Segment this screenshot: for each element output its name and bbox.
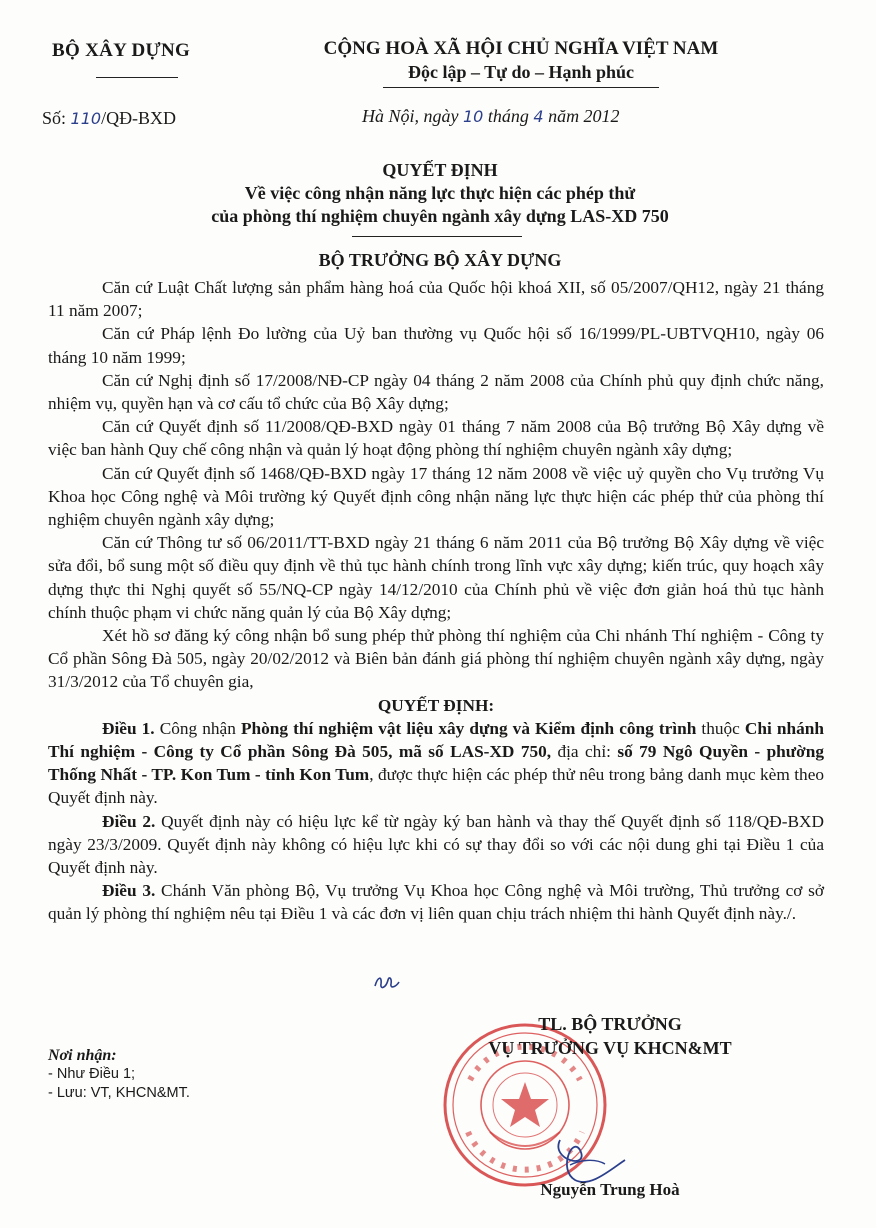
ministry-name: BỘ XÂY DỰNG xyxy=(52,40,191,61)
national-motto: Độc lập – Tự do – Hạnh phúc xyxy=(407,62,635,82)
ministry-underline xyxy=(96,77,178,78)
document-number: Số: 110/QĐ-BXD xyxy=(42,108,177,128)
signatory-name: Nguyễn Trung Hoà xyxy=(540,1180,680,1199)
recipient-item: - Lưu: VT, KHCN&MT. xyxy=(48,1085,190,1101)
preamble-item: Căn cứ Thông tư số 06/2011/TT-BXD ngày 21 tháng 6 năm 2011 của Bộ trưởng Bộ Xây dựng về việc sửa đổi, bổ sung một số điều quy định về thủ tục hành chính trong lĩnh vực xây dựng; kiến trúc, quy hoạch xây dựng thực thi Nghị quyết số 55/NQ-CP ngày 14/12/2010 của Chính phủ về việc đơn giản hoá thủ tục hành chính thuộc phạm vi chức năng quản lý của Bộ Xây dựng; xyxy=(48,533,824,622)
preamble-item: Căn cứ Nghị định số 17/2008/NĐ-CP ngày 04 tháng 2 năm 2008 của Chính phủ quy định chức năng, nhiệm vụ, quyền hạn và cơ cấu tổ chức của Bộ Xây dựng; xyxy=(48,370,824,414)
preamble-item: Xét hồ sơ đăng ký công nhận bổ sung phép thử phòng thí nghiệm của Chi nhánh Thí nghiệm - Công ty Cổ phần Sông Đà 505, ngày 20/02/2012 và Biên bản đánh giá phòng thí nghiệm chuyên ngành xây dựng, ngày 31/3/2012 của Tổ chuyên gia, xyxy=(48,626,824,692)
decision-title: QUYẾT ĐỊNH xyxy=(382,160,498,180)
handwritten-month: 4 xyxy=(533,107,544,126)
signature-title-line-2: VỤ TRƯỞNG VỤ KHCN&MT xyxy=(488,1038,732,1058)
recipients-block xyxy=(48,1046,190,1103)
title-underline xyxy=(352,236,522,237)
handwritten-initials xyxy=(372,970,402,994)
motto-underline xyxy=(383,87,659,88)
place-date: Hà Nội, ngày 10 tháng 4 năm 2012 xyxy=(362,106,620,126)
national-title: CỘNG HOÀ XÃ HỘI CHỦ NGHĨA VIỆT NAM xyxy=(323,38,719,59)
article-3: Điều 3. Chánh Văn phòng Bộ, Vụ trưởng Vụ Khoa học Công nghệ và Môi trường, Thủ trưởng cơ sở quản lý phòng thí nghiệm nêu tại Điều 1 và các đơn vị liên quan chịu trách nhiệm thi hành Quyết định này./. xyxy=(48,881,825,924)
preamble-item: Căn cứ Quyết định số 11/2008/QĐ-BXD ngày 01 tháng 7 năm 2008 của Bộ trưởng Bộ Xây dựng về việc ban hành Quy chế công nhận và quản lý hoạt động phòng thí nghiệm chuyên ngành xây dựng; xyxy=(48,417,824,460)
preamble-item: Căn cứ Luật Chất lượng sản phẩm hàng hoá của Quốc hội khoá XII, số 05/2007/QH12, ngày 21 tháng 11 năm 2007; xyxy=(48,278,824,321)
article-1: Điều 1. Công nhận Phòng thí nghiệm vật liệu xây dựng và Kiểm định công trình thuộc Chi nhánh Thí nghiệm - Công ty Cổ phần Sông Đà 505, mã số LAS-XD 750, địa chỉ: số 79 Ngô Quyền - phường Thống Nhất - TP. Kon Tum - tỉnh Kon Tum, được thực hiện các phép thử nêu trong bảng danh mục kèm theo Quyết định này. xyxy=(48,718,824,808)
decision-subject-line-1: Về việc công nhận năng lực thực hiện các phép thử xyxy=(244,183,636,203)
decision-heading: QUYẾT ĐỊNH: xyxy=(377,695,495,715)
recipients-label: Nơi nhận: xyxy=(48,1047,117,1064)
signature-title-line-1: TL. BỘ TRƯỞNG xyxy=(538,1014,682,1034)
decision-subject-line-2: của phòng thí nghiệm chuyên ngành xây dựng LAS-XD 750 xyxy=(211,206,669,226)
document-body xyxy=(48,276,824,926)
handwritten-day: 10 xyxy=(463,107,484,126)
article-2: Điều 2. Quyết định này có hiệu lực kể từ ngày ký ban hành và thay thế Quyết định số 118/QĐ-BXD ngày 23/3/2009. Quyết định này không có hiệu lực khi có sự thay đổi so với các nội dung ghi tại Điều 1 của Quyết định này. xyxy=(48,811,824,878)
preamble-item: Căn cứ Pháp lệnh Đo lường của Uỷ ban thường vụ Quốc hội số 16/1999/PL-UBTVQH10, ngày 06 tháng 10 năm 1999; xyxy=(48,324,824,367)
handwritten-doc-number: 110 xyxy=(70,109,102,128)
issuer-title: BỘ TRƯỞNG BỘ XÂY DỰNG xyxy=(318,250,562,270)
recipient-item: - Như Điều 1; xyxy=(48,1066,136,1082)
preamble-item: Căn cứ Quyết định số 1468/QĐ-BXD ngày 17 tháng 12 năm 2008 về việc uỷ quyền cho Vụ trưởng Vụ Khoa học Công nghệ và Môi trường ký Quyết định công nhận năng lực thực hiện các phép thử của phòng thí nghiệm chuyên ngành xây dựng; xyxy=(48,463,824,530)
